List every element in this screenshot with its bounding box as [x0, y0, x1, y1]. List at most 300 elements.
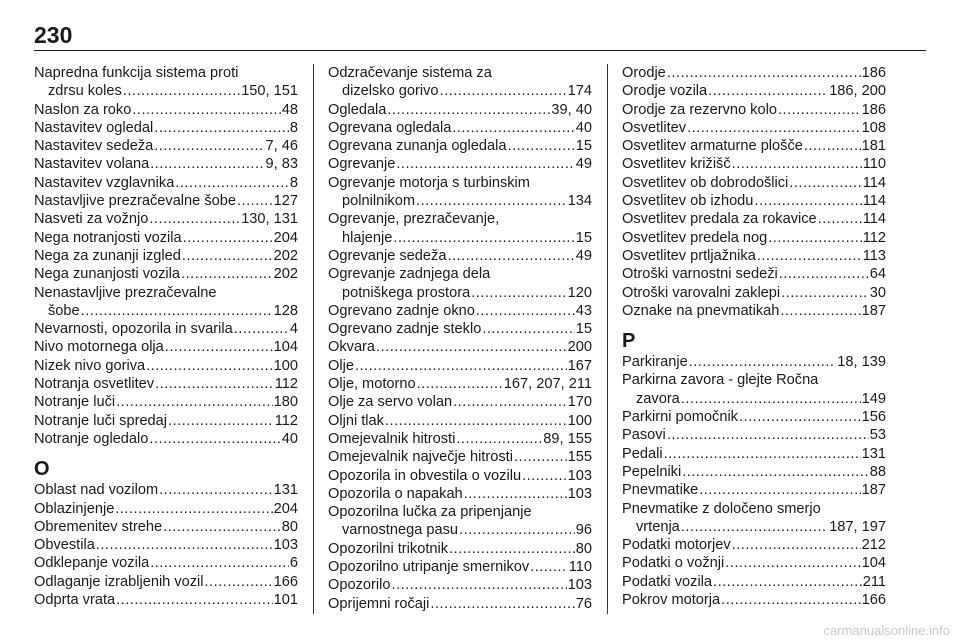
index-entry: [622, 302, 886, 320]
index-entry: [34, 210, 298, 228]
index-entry: [622, 82, 886, 100]
entry-line: [622, 554, 886, 572]
index-entry: [622, 192, 886, 210]
section-letter: O: [34, 458, 50, 481]
entry-line: [328, 540, 592, 558]
entry-term: Olje za servo volan: [328, 394, 453, 411]
dot-leader: [522, 467, 567, 485]
section-letter: P: [622, 330, 636, 353]
index-entry: [34, 265, 298, 283]
entry-line: [622, 174, 886, 192]
index-entry: [34, 591, 298, 609]
page-reference: 4: [289, 321, 298, 338]
dot-leader: [447, 247, 574, 265]
index-entry: [34, 247, 298, 265]
page-reference: 101: [273, 592, 298, 609]
index-entry: [328, 302, 592, 320]
entry-term: Odklepanje vozila: [34, 555, 150, 572]
index-entry: [328, 247, 592, 265]
page-reference: 166: [273, 573, 298, 590]
entry-term: Podatki motorjev: [622, 537, 731, 554]
entry-term: Omejevalnik največje hitrosti: [328, 449, 513, 466]
entry-term: Obvestila: [34, 537, 95, 554]
entry-term: Nastavitev sedeža: [34, 138, 154, 155]
page-reference: 8: [289, 174, 298, 191]
entry-term: Nasveti za vožnjo: [34, 211, 149, 228]
page-reference: 39, 40: [551, 101, 592, 118]
entry-term: Nega zunanjosti vozila: [34, 266, 181, 283]
entry-line: [34, 82, 298, 100]
entry-term: Otroški varnostni sedeži: [622, 266, 778, 283]
page-reference: 113: [862, 247, 886, 264]
entry-text-line: Nenastavljive prezračevalne: [34, 284, 217, 301]
entry-line: [328, 192, 592, 210]
index-entry: [622, 536, 886, 554]
page-number: 230: [34, 22, 73, 48]
dot-leader: [154, 119, 289, 137]
dot-leader: [168, 412, 274, 430]
index-entry: [34, 284, 298, 321]
index-entry: [622, 137, 886, 155]
page-reference: 114: [862, 211, 886, 228]
entry-term: Ogrevano zadnje okno: [328, 302, 475, 319]
page-reference: 112: [274, 376, 298, 393]
dot-leader: [165, 338, 273, 356]
page-reference: 15: [575, 229, 592, 246]
entry-line: [34, 101, 298, 119]
entry-term: polnilnikom: [342, 193, 416, 210]
entry-line: [622, 445, 886, 463]
index-entry: [622, 174, 886, 192]
entry-line: [34, 155, 298, 173]
entry-term: Okvara: [328, 339, 376, 356]
index-entry: [622, 284, 886, 302]
entry-line: [328, 101, 592, 119]
entry-line: [34, 393, 298, 411]
entry-term: Opozorilo: [328, 577, 391, 594]
page-reference: 128: [273, 302, 298, 319]
page-reference: 15: [575, 321, 592, 338]
index-entry: [328, 137, 592, 155]
page-reference: 76: [575, 595, 592, 612]
entry-line: [34, 320, 298, 338]
entry-line: [34, 375, 298, 393]
dot-leader: [687, 119, 861, 137]
page-reference: 49: [575, 247, 592, 264]
page-reference: 53: [869, 427, 886, 444]
page-reference: 131: [861, 445, 886, 462]
dot-leader: [96, 536, 273, 554]
page-reference: 40: [575, 119, 592, 136]
dot-leader: [482, 320, 574, 338]
index-entry: [34, 500, 298, 518]
entry-line: [34, 591, 298, 609]
index-entry: [622, 247, 886, 265]
index-entry: [622, 500, 886, 537]
entry-line: [622, 408, 886, 426]
page-reference: 103: [567, 467, 592, 484]
dot-leader: [471, 284, 566, 302]
entry-line: [328, 595, 592, 613]
dot-leader: [205, 573, 273, 591]
entry-term: Naslon za roko: [34, 101, 132, 118]
index-entry: [328, 320, 592, 338]
entry-line: [328, 137, 592, 155]
entry-term: Odlaganje izrabljenih vozil: [34, 573, 204, 590]
page-reference: 180: [273, 394, 298, 411]
index-entry: [34, 375, 298, 393]
index-entry: [34, 573, 298, 591]
entry-term: Oprijemni ročaji: [328, 595, 430, 612]
entry-line: [622, 591, 886, 609]
dot-leader: [757, 247, 862, 265]
index-entry: [34, 320, 298, 338]
dot-leader: [237, 192, 273, 210]
page-reference: 202: [273, 266, 298, 283]
dot-leader: [115, 500, 272, 518]
entry-text-line: Opozorilna lučka za pripenjanje: [328, 504, 532, 521]
entry-term: Odprta vrata: [34, 592, 116, 609]
index-entry: [622, 426, 886, 444]
entry-term: šobe: [48, 302, 80, 319]
entry-line: [622, 82, 886, 100]
entry-line: [622, 229, 886, 247]
entry-term: Parkiranje: [622, 354, 688, 371]
entry-line: [328, 576, 592, 594]
dot-leader: [667, 426, 869, 444]
dot-leader: [732, 536, 861, 554]
entry-line: [622, 302, 886, 320]
entry-line: [34, 573, 298, 591]
entry-line: [328, 229, 592, 247]
page-reference: 18, 139: [837, 354, 886, 371]
dot-leader: [385, 412, 567, 430]
dot-leader: [163, 518, 281, 536]
page-reference: 112: [274, 412, 298, 429]
dot-leader: [804, 137, 861, 155]
entry-term: Nastavitev ogledal: [34, 119, 154, 136]
index-entry: [622, 445, 886, 463]
index-entry: [328, 412, 592, 430]
dot-leader: [154, 137, 264, 155]
dot-leader: [456, 430, 542, 448]
dot-leader: [530, 558, 568, 576]
page-reference: 167, 207, 211: [503, 376, 592, 393]
dot-leader: [681, 390, 861, 408]
page-reference: 6: [289, 555, 298, 572]
page-reference: 187: [861, 482, 886, 499]
entry-line: [622, 573, 886, 591]
entry-text-line: Odzračevanje sistema za: [328, 65, 492, 81]
entry-term: Ogrevanje: [328, 156, 396, 173]
entry-term: Pepelniki: [622, 463, 682, 480]
entry-line: [328, 155, 592, 173]
dot-leader: [732, 155, 862, 173]
entry-term: Notranje ogledalo: [34, 430, 149, 447]
index-entry: [622, 64, 886, 82]
page-reference: 30: [869, 284, 886, 301]
dot-leader: [514, 448, 567, 466]
page-reference: 64: [869, 266, 886, 283]
entry-term: Osvetlitev križišč: [622, 156, 731, 173]
entry-term: Orodje za rezervno kolo: [622, 101, 777, 118]
index-entry: [328, 357, 592, 375]
dot-leader: [146, 357, 273, 375]
entry-term: Nivo motornega olja: [34, 339, 164, 356]
page-reference: 104: [273, 339, 298, 356]
index-entry: [622, 155, 886, 173]
header-rule: [34, 50, 926, 51]
index-entry: [328, 558, 592, 576]
page-reference: 170: [567, 394, 592, 411]
dot-leader: [430, 595, 574, 613]
page-reference: 80: [575, 540, 592, 557]
entry-term: Oblast nad vozilom: [34, 482, 159, 499]
dot-leader: [681, 518, 828, 536]
page-reference: 88: [869, 463, 886, 480]
entry-line: [328, 467, 592, 485]
dot-leader: [664, 445, 861, 463]
page-reference: 211: [862, 573, 886, 590]
entry-line: [622, 481, 886, 499]
entry-term: zavora: [636, 390, 680, 407]
index-entry: [328, 393, 592, 411]
dot-leader: [739, 408, 861, 426]
entry-line: [34, 229, 298, 247]
page-reference: 110: [862, 156, 886, 173]
entry-line: [622, 247, 886, 265]
dot-leader: [699, 481, 860, 499]
index-entry: [622, 229, 886, 247]
entry-line: [622, 137, 886, 155]
entry-text-line: Ogrevanje motorja s turbinskim: [328, 174, 530, 191]
entry-term: Podatki vozila: [622, 573, 713, 590]
dot-leader: [355, 357, 567, 375]
index-entry: [328, 155, 592, 173]
entry-term: Ogrevano zadnje steklo: [328, 321, 482, 338]
page-reference: 186: [861, 101, 886, 118]
entry-term: Notranja osvetlitev: [34, 376, 155, 393]
dot-leader: [149, 210, 240, 228]
index-entry: [34, 174, 298, 192]
entry-text-line: Napredna funkcija sistema proti: [34, 65, 239, 81]
entry-line: [622, 101, 886, 119]
entry-line: [622, 518, 886, 536]
dot-leader: [183, 229, 273, 247]
page-reference: 48: [281, 101, 298, 118]
dot-leader: [725, 554, 860, 572]
index-entry: [328, 430, 592, 448]
dot-leader: [155, 375, 274, 393]
entry-line: [328, 284, 592, 302]
page-reference: 103: [567, 485, 592, 502]
dot-leader: [393, 229, 574, 247]
index-column-3: [622, 64, 886, 616]
entry-term: Oznake na pnevmatikah: [622, 302, 780, 319]
entry-term: Pedali: [622, 445, 663, 462]
index-entry: [622, 408, 886, 426]
page-reference: 7, 46: [265, 138, 298, 155]
index-entry: [34, 554, 298, 572]
entry-line: [34, 137, 298, 155]
entry-line: [622, 284, 886, 302]
entry-line: [328, 357, 592, 375]
index-entry: [328, 265, 592, 302]
entry-term: Osvetlitev armaturne plošče: [622, 138, 803, 155]
entry-term: Orodje vozila: [622, 83, 708, 100]
page-reference: 120: [567, 284, 592, 301]
entry-term: Osvetlitev ob izhodu: [622, 193, 754, 210]
page-reference: 80: [281, 518, 298, 535]
entry-term: Nevarnosti, opozorila in svarila: [34, 321, 233, 338]
page-reference: 114: [862, 174, 886, 191]
dot-leader: [150, 554, 289, 572]
page-reference: 155: [567, 449, 592, 466]
entry-line: [622, 426, 886, 444]
entry-term: Nega notranjosti vozila: [34, 229, 182, 246]
dot-leader: [440, 82, 567, 100]
entry-line: [34, 518, 298, 536]
entry-line: [34, 302, 298, 320]
index-entry: [328, 375, 592, 393]
page-reference: 130, 131: [241, 211, 298, 228]
index-entry: [622, 119, 886, 137]
index-entry: [34, 64, 298, 101]
dot-leader: [159, 481, 273, 499]
page-reference: 186, 200: [829, 83, 886, 100]
dot-leader: [376, 338, 567, 356]
index-entry: [34, 481, 298, 499]
page-reference: 134: [567, 193, 592, 210]
page-reference: 156: [861, 409, 886, 426]
index-entry: [328, 595, 592, 613]
entry-term: Pnevmatike: [622, 482, 699, 499]
index-entry: [328, 576, 592, 594]
page-reference: 49: [575, 156, 592, 173]
entry-term: varnostnega pasu: [342, 522, 459, 539]
dot-leader: [150, 155, 264, 173]
index-entry: [622, 554, 886, 572]
page-reference: 15: [575, 138, 592, 155]
entry-term: Ogledala: [328, 101, 387, 118]
entry-line: [328, 521, 592, 539]
index-entry: [622, 210, 886, 228]
dot-leader: [789, 174, 861, 192]
entry-term: Ogrevana zunanja ogledala: [328, 138, 507, 155]
index-entry: [622, 101, 886, 119]
dot-leader: [396, 155, 574, 173]
entry-line: [34, 338, 298, 356]
page-reference: 89, 155: [543, 430, 592, 447]
page-reference: 40: [281, 430, 298, 447]
entry-term: zdrsu koles: [48, 83, 122, 100]
dot-leader: [452, 119, 574, 137]
entry-term: Otroški varovalni zaklepi: [622, 284, 781, 301]
entry-line: [622, 463, 886, 481]
index-entry: [622, 265, 886, 283]
index-entry: [34, 518, 298, 536]
entry-term: Osvetlitev predala za rokavice: [622, 211, 817, 228]
entry-term: Osvetlitev prtljažnika: [622, 247, 756, 264]
dot-leader: [464, 485, 567, 503]
entry-term: vrtenja: [636, 518, 680, 535]
page-reference: 212: [861, 537, 886, 554]
entry-term: Ogrevana ogledala: [328, 119, 452, 136]
entry-line: [328, 119, 592, 137]
entry-line: [34, 536, 298, 554]
dot-leader: [132, 101, 280, 119]
entry-term: Nega za zunanji izgled: [34, 247, 181, 264]
entry-line: [328, 375, 592, 393]
index-entry: [34, 393, 298, 411]
page-reference: 100: [273, 357, 298, 374]
entry-text-line: Ogrevanje, prezračevanje,: [328, 211, 500, 228]
dot-leader: [459, 521, 575, 539]
dot-leader: [721, 591, 861, 609]
page-reference: 187, 197: [829, 518, 886, 535]
page-reference: 186: [861, 65, 886, 81]
entry-term: Obremenitev strehe: [34, 518, 163, 535]
page-reference: 96: [575, 522, 592, 539]
entry-term: Olje: [328, 357, 354, 374]
page-reference: 127: [273, 193, 298, 210]
index-entry: [34, 412, 298, 430]
entry-term: Notranje luči: [34, 394, 116, 411]
index-entry: [328, 174, 592, 211]
entry-line: [34, 481, 298, 499]
index-entry: [34, 229, 298, 247]
entry-term: Opozorilni trikotnik: [328, 540, 449, 557]
entry-term: Oblazinjenje: [34, 500, 115, 517]
entry-term: Nastavitev vzglavnika: [34, 174, 175, 191]
entry-line: [622, 119, 886, 137]
entry-text-line: Ogrevanje zadnjega dela: [328, 266, 491, 283]
entry-term: Nastavljive prezračevalne šobe: [34, 193, 236, 210]
dot-leader: [387, 101, 550, 119]
entry-line: [34, 265, 298, 283]
entry-term: Pasovi: [622, 427, 666, 444]
index-entry: [34, 338, 298, 356]
entry-term: potniškega prostora: [342, 284, 471, 301]
index-entry: [328, 210, 592, 247]
index-entry: [328, 503, 592, 540]
entry-line: [34, 210, 298, 228]
page-reference: 103: [273, 537, 298, 554]
dot-leader: [417, 375, 503, 393]
entry-text-line: Parkirna zavora - glejte Ročna: [622, 372, 819, 389]
page-reference: 167: [567, 357, 592, 374]
page-reference: 110: [568, 559, 592, 576]
entry-term: Parkirni pomočnik: [622, 409, 738, 426]
entry-line: [622, 210, 886, 228]
index-entry: [34, 119, 298, 137]
page-reference: 166: [861, 592, 886, 609]
dot-leader: [453, 393, 567, 411]
entry-line: [34, 430, 298, 448]
dot-leader: [181, 265, 273, 283]
entry-term: Notranje luči spredaj: [34, 412, 168, 429]
page-reference: 200: [567, 339, 592, 356]
entry-term: Ogrevanje sedeža: [328, 247, 447, 264]
dot-leader: [667, 64, 861, 82]
index-entry: [34, 101, 298, 119]
dot-leader: [234, 320, 289, 338]
entry-term: Orodje: [622, 65, 666, 81]
entry-term: dizelsko gorivo: [342, 83, 439, 100]
index-column-2: [328, 64, 592, 616]
dot-leader: [416, 192, 567, 210]
entry-term: Nastavitev volana: [34, 156, 150, 173]
